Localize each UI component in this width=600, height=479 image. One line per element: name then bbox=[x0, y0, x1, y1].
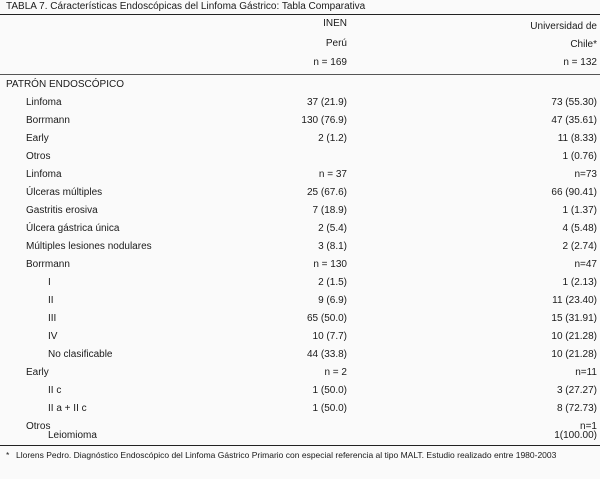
inen-value: n = 2 bbox=[324, 367, 347, 378]
col-chile-name: Universidad de bbox=[530, 21, 597, 32]
row-label: Gastritis erosiva bbox=[26, 205, 98, 216]
row-label: Early bbox=[26, 133, 49, 144]
chile-value: 1(100.00) bbox=[554, 430, 597, 441]
inen-value: 130 (76.9) bbox=[301, 115, 347, 126]
section-heading-row bbox=[0, 76, 600, 94]
row-label: III bbox=[48, 313, 57, 324]
inen-value: 44 (33.8) bbox=[306, 349, 347, 360]
chile-value: n=1 bbox=[580, 421, 597, 432]
chile-value: 2 (2.74) bbox=[562, 241, 597, 252]
chile-value: 11 (8.33) bbox=[557, 133, 597, 144]
inen-value: 2 (1.5) bbox=[318, 277, 347, 288]
section-heading: PATRÓN ENDOSCÓPICO bbox=[6, 79, 124, 90]
table-row bbox=[0, 94, 600, 112]
table-row bbox=[0, 184, 600, 202]
inen-value: n = 130 bbox=[313, 259, 347, 270]
inen-value: 65 (50.0) bbox=[306, 313, 347, 324]
inen-value: 2 (5.4) bbox=[318, 223, 347, 234]
chile-value: 10 (21.28) bbox=[551, 331, 597, 342]
inen-value: 25 (67.6) bbox=[306, 187, 347, 198]
table-row bbox=[0, 400, 600, 418]
row-label: Linfoma bbox=[26, 169, 62, 180]
row-label: II bbox=[48, 295, 54, 306]
table-row bbox=[0, 274, 600, 292]
table-row bbox=[0, 256, 600, 274]
chile-value: 66 (90.41) bbox=[551, 187, 597, 198]
top-rule bbox=[0, 14, 600, 15]
chile-value: n=73 bbox=[574, 169, 597, 180]
table-row bbox=[0, 310, 600, 328]
row-label: No clasificable bbox=[48, 349, 113, 360]
table-row bbox=[0, 346, 600, 364]
table-row bbox=[0, 166, 600, 184]
inen-value: 9 (6.9) bbox=[318, 295, 347, 306]
table-row bbox=[0, 238, 600, 256]
table-row bbox=[0, 130, 600, 148]
inen-value: 37 (21.9) bbox=[306, 97, 347, 108]
table-row bbox=[0, 220, 600, 238]
chile-value: 11 (23.40) bbox=[552, 295, 597, 306]
row-label: II c bbox=[48, 385, 62, 396]
col-chile-country: Chile* bbox=[570, 39, 597, 50]
chile-value: 1 (0.76) bbox=[562, 151, 597, 162]
row-label: Otros bbox=[26, 421, 51, 432]
table-row bbox=[0, 292, 600, 310]
chile-value: 15 (31.91) bbox=[551, 313, 597, 324]
inen-value: 1 (50.0) bbox=[312, 403, 347, 414]
chile-value: 73 (55.30) bbox=[551, 97, 597, 108]
inen-value: 7 (18.9) bbox=[312, 205, 347, 216]
inen-value: n = 37 bbox=[318, 169, 347, 180]
row-label: Úlcera gástrica única bbox=[26, 223, 120, 234]
table-row bbox=[0, 328, 600, 346]
row-label: Otros bbox=[26, 151, 51, 162]
chile-value: 1 (2.13) bbox=[562, 277, 597, 288]
chile-value: 8 (72.73) bbox=[556, 403, 597, 414]
footnote-marker: * bbox=[6, 450, 10, 460]
row-label: Úlceras múltiples bbox=[26, 187, 103, 198]
chile-value: 1 (1.37) bbox=[562, 205, 597, 216]
table-row bbox=[0, 202, 600, 220]
table-row bbox=[0, 112, 600, 130]
row-label: Borrmann bbox=[26, 115, 70, 126]
chile-value: n=11 bbox=[575, 367, 597, 378]
chile-value: 4 (5.48) bbox=[562, 223, 597, 234]
inen-value: 2 (1.2) bbox=[318, 133, 347, 144]
table-row bbox=[0, 148, 600, 166]
row-label: Borrmann bbox=[26, 259, 70, 270]
table-row bbox=[0, 364, 600, 382]
col-inen-n: n = 169 bbox=[313, 57, 347, 68]
table-row bbox=[0, 382, 600, 400]
row-label: Early bbox=[26, 367, 49, 378]
table-title: TABLA 7. Cáracterísticas Endoscópicas del Linfoma Gástrico: Tabla Comparativa bbox=[6, 1, 366, 12]
chile-value: 10 (21.28) bbox=[551, 349, 597, 360]
row-label: Múltiples lesiones nodulares bbox=[26, 241, 152, 252]
row-label: Linfoma bbox=[26, 97, 62, 108]
col-inen-country: Perú bbox=[325, 38, 347, 49]
chile-value: n=47 bbox=[574, 259, 597, 270]
row-label: Leiomioma bbox=[48, 430, 97, 441]
row-label: II a + II c bbox=[48, 403, 87, 414]
inen-value: 3 (8.1) bbox=[318, 241, 347, 252]
col-chile-n: n = 132 bbox=[563, 57, 597, 68]
inen-value: 1 (50.0) bbox=[312, 385, 347, 396]
chile-value: 47 (35.61) bbox=[551, 115, 597, 126]
row-label: IV bbox=[48, 331, 58, 342]
bottom-rule bbox=[0, 445, 600, 446]
row-label: I bbox=[48, 277, 51, 288]
inen-value: 10 (7.7) bbox=[312, 331, 347, 342]
table-row bbox=[0, 427, 600, 445]
header-rule bbox=[0, 74, 600, 75]
col-inen-name: INEN bbox=[323, 18, 347, 29]
footnote-text: Llorens Pedro. Diagnóstico Endoscópico del Linfoma Gástrico Primario con especial referencia al tipo MALT. Estudio realizado entre 1980-2003 bbox=[16, 450, 557, 460]
chile-value: 3 (27.27) bbox=[556, 385, 597, 396]
footnote bbox=[6, 449, 596, 462]
